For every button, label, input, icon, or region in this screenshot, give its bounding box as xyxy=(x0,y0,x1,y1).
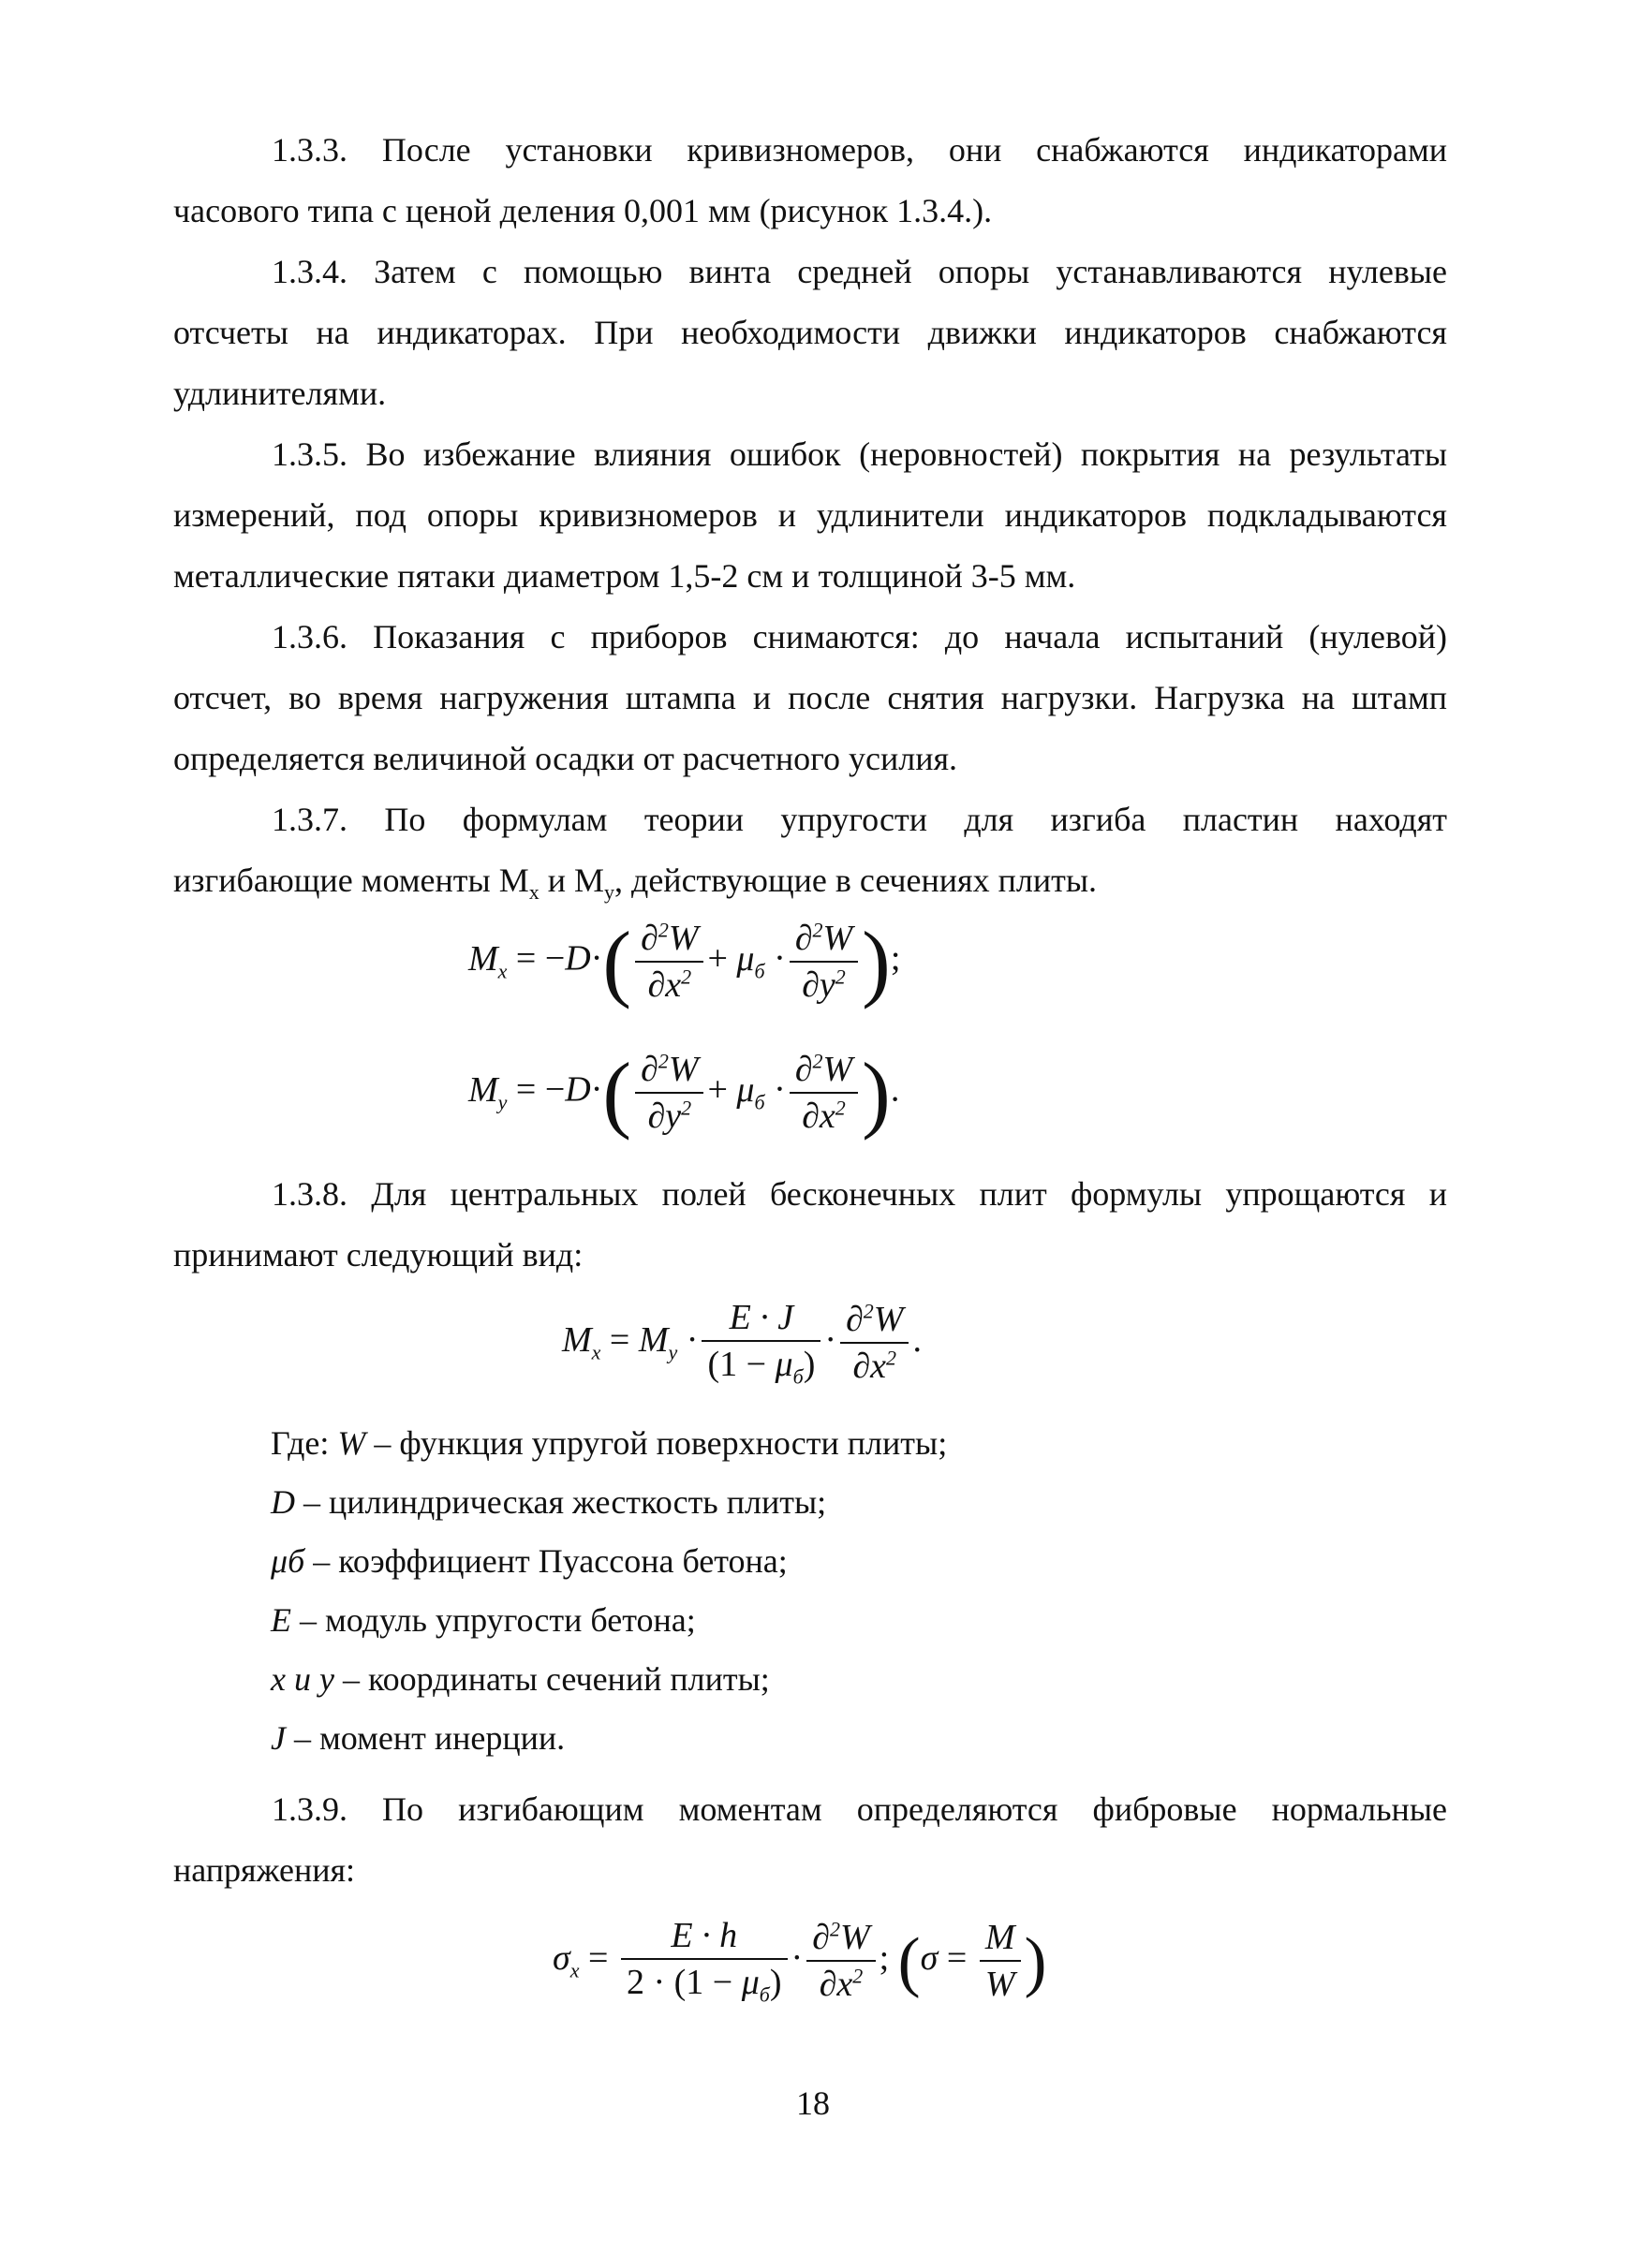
definition-symbol: J xyxy=(271,1719,286,1757)
paragraph-line: изгибающие моменты $M_x$ и $M_y$, действующие в сечениях плиты. xyxy=(173,862,1098,905)
definition-item xyxy=(271,1591,1395,1650)
paragraph-1-3-5 xyxy=(173,424,1447,607)
paragraph-1-3-6 xyxy=(173,607,1447,789)
definition-symbol: E xyxy=(271,1601,291,1639)
definition-text: – модуль упругости бетона; xyxy=(291,1601,696,1639)
paragraph-line: отсчет, во время нагружения штампа и после снятия нагрузки. Нагрузка на штамп xyxy=(173,679,1447,716)
paragraph-line: удлинителями. xyxy=(173,375,387,412)
paragraph-1-3-3 xyxy=(173,120,1447,242)
definition-symbol: x и y xyxy=(271,1660,334,1698)
equation-mx: $M_x = -D\cdot$( $\frac{\partial^2W}{\partial x^2}$ + $\mu_б$ · $\frac{\partial^2W}{\partial y^2}$ ); xyxy=(468,914,901,1009)
definition-text: – координаты сечений плиты; xyxy=(333,1660,770,1698)
paragraph-1-3-9 xyxy=(173,1779,1447,1901)
paragraph-line: 1.3.8. Для центральных полей бесконечных плит формулы упрощаются и xyxy=(272,1175,1447,1213)
definition-item: Где: W – функция упругой поверхности плиты; xyxy=(271,1424,948,1462)
definition-symbol: μб xyxy=(271,1542,305,1580)
equation-simplified: $M_x = M_y$ · $\frac{E \cdot J}{(1 - \mu_б)}$ · $\frac{\partial^2W}{\partial x^2}$ . xyxy=(562,1298,922,1389)
definition-item xyxy=(271,1532,1395,1591)
definition-text: – функция упругой поверхности плиты; xyxy=(365,1424,948,1462)
paragraph-line: 1.3.3. После установки кривизномеров, они снабжаются индикаторами xyxy=(272,131,1447,169)
paragraph-line: 1.3.5. Во избежание влияния ошибок (неровностей) покрытия на результаты xyxy=(272,435,1447,473)
definition-item xyxy=(271,1709,1395,1768)
paragraph-line: металлические пятаки диаметром 1,5-2 см и толщиной 3-5 мм. xyxy=(173,557,1076,595)
paragraph-line: измерений, под опоры кривизномеров и удлинители индикаторов подкладываются xyxy=(173,496,1447,534)
definition-text: – момент инерции. xyxy=(285,1719,566,1757)
paragraph-line: отсчеты на индикаторах. При необходимости движки индикаторов снабжаются xyxy=(173,314,1447,351)
definition-item xyxy=(271,1650,1395,1709)
paragraph-line: 1.3.6. Показания с приборов снимаются: до начала испытаний (нулевой) xyxy=(272,618,1447,655)
definition-item xyxy=(271,1473,1395,1532)
definitions-list xyxy=(271,1414,1395,1768)
paragraph-line: напряжения: xyxy=(173,1851,356,1889)
definition-symbol: D xyxy=(271,1483,295,1521)
paragraph-1-3-4 xyxy=(173,242,1447,424)
equation-my: $M_y = -D\cdot$( $\frac{\partial^2W}{\partial y^2}$ + $\mu_б$ · $\frac{\partial^2W}{\partial x^2}$ ). xyxy=(468,1045,900,1141)
paragraph-line: принимают следующий вид: xyxy=(173,1236,584,1274)
paragraph-line: 1.3.7. По формулам теории упругости для изгиба пластин находят xyxy=(272,801,1447,838)
paragraph-line: часового типа с ценой деления 0,001 мм (рисунок 1.3.4.). xyxy=(173,192,993,229)
definition-symbol: W xyxy=(337,1424,366,1462)
paragraph-line: 1.3.9. По изгибающим моментам определяются фибровые нормальные xyxy=(272,1790,1447,1828)
paragraph-1-3-8 xyxy=(173,1164,1447,1286)
equation-sigma: $\sigma_x$ = $\frac{E \cdot h}{2 \cdot (1 - \mu_б)}$ · $\frac{\partial^2W}{\partial x^2}$ ; (σ = $\frac{M}{W}$ ) xyxy=(553,1916,1047,2007)
definition-text: – коэффициент Пуассона бетона; xyxy=(304,1542,788,1580)
paragraph-line: определяется величиной осадки от расчетного усилия. xyxy=(173,740,958,777)
paragraph-1-3-7 xyxy=(173,789,1447,922)
definition-text: – цилиндрическая жесткость плиты; xyxy=(295,1483,827,1521)
page-number: 18 xyxy=(796,2084,830,2122)
paragraph-line: 1.3.4. Затем с помощью винта средней опоры устанавливаются нулевые xyxy=(272,253,1447,290)
